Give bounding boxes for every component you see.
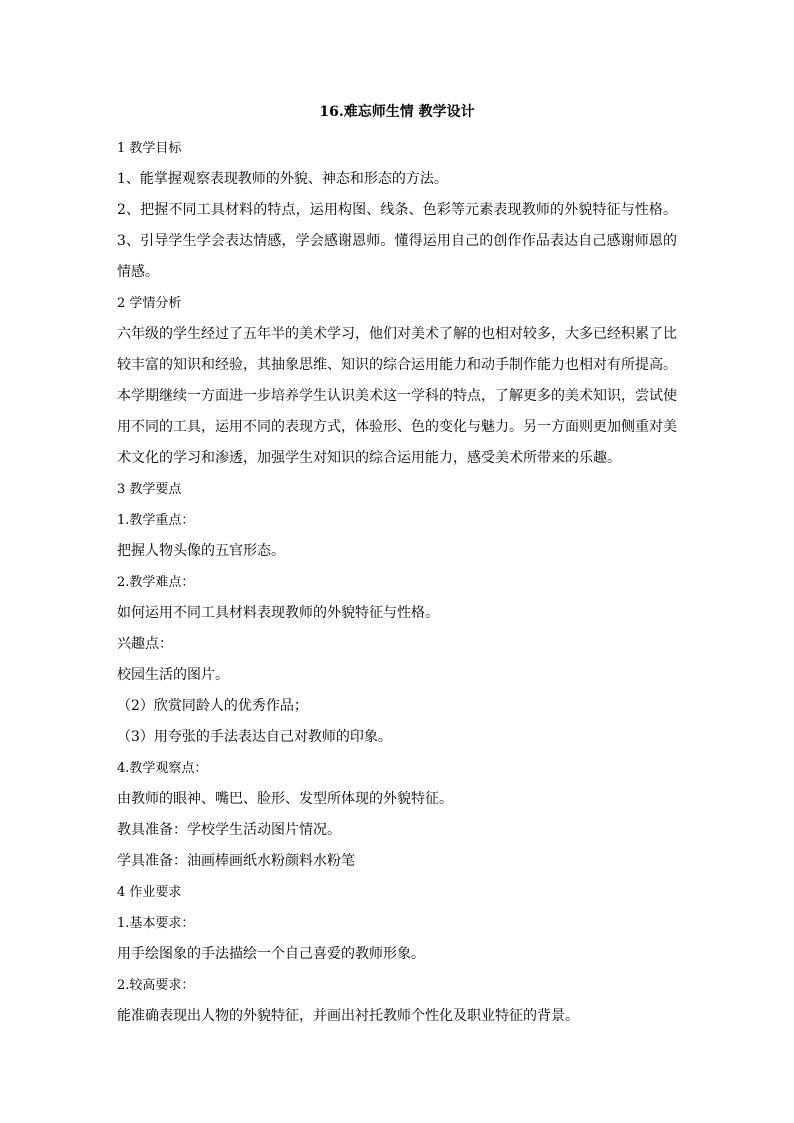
basic-requirement-text: 用手绘图象的手法描绘一个自己喜爱的教师形象。 bbox=[117, 946, 425, 962]
objective-3-continued: 情感。 bbox=[117, 264, 159, 280]
focus-text: 把握人物头像的五官形态。 bbox=[117, 543, 285, 559]
interest-item-2: （2）欣赏同龄人的优秀作品； bbox=[117, 698, 308, 714]
interest-text: 校园生活的图片。 bbox=[117, 667, 229, 683]
subheading-advanced: 2.较高要求： bbox=[117, 978, 195, 993]
section-heading-homework: 4 作业要求 bbox=[117, 885, 182, 900]
subheading-basic: 1.基本要求： bbox=[117, 916, 195, 931]
analysis-line-4: 用不同的工具，运用不同的表现方式，体验形、色的变化与魅力。另一方面则更加侧重对美 bbox=[117, 419, 677, 435]
objective-3: 3、引导学生学会表达情感，学会感谢恩师。懂得运用自己的创作作品表达自己感谢师恩的 bbox=[117, 233, 677, 249]
subheading-focus: 1.教学重点： bbox=[117, 513, 195, 528]
difficulty-text: 如何运用不同工具材料表现教师的外貌特征与性格。 bbox=[117, 605, 439, 621]
analysis-line-2: 较丰富的知识和经验，其抽象思维、知识的综合运用能力和动手制作能力也相对有所提高。 bbox=[117, 357, 677, 373]
objective-2: 2、把握不同工具材料的特点，运用构图、线条、色彩等元素表现教师的外貌特征与性格。 bbox=[117, 202, 677, 218]
document-body bbox=[117, 133, 677, 1032]
subheading-difficulty: 2.教学难点： bbox=[117, 575, 195, 590]
analysis-line-3: 本学期继续一方面进一步培养学生认识美术这一学科的特点，了解更多的美术知识，尝试使 bbox=[117, 388, 677, 404]
interest-item-3: （3）用夸张的手法表达自己对教师的印象。 bbox=[117, 729, 392, 745]
objective-1: 1、能掌握观察表现教师的外貌、神态和形态的方法。 bbox=[117, 171, 448, 187]
document-title: 16.难忘师生情 教学设计 bbox=[319, 104, 475, 120]
student-materials: 学具准备：油画棒画纸水粉颜料水粉笔 bbox=[117, 853, 355, 869]
subheading-observation: 4.教学观察点： bbox=[117, 761, 208, 776]
analysis-line-1: 六年级的学生经过了五年半的美术学习，他们对美术了解的也相对较多，大多已经积累了比 bbox=[117, 326, 677, 342]
section-heading-objectives: 1 教学目标 bbox=[117, 141, 182, 156]
section-heading-key-points: 3 教学要点 bbox=[117, 482, 182, 497]
teaching-aids: 教具准备：学校学生活动图片情况。 bbox=[117, 822, 341, 838]
subheading-interest: 兴趣点： bbox=[117, 636, 173, 652]
analysis-line-5: 术文化的学习和渗透，加强学生对知识的综合运用能力，感受美术所带来的乐趣。 bbox=[117, 450, 621, 466]
section-heading-analysis: 2 学情分析 bbox=[117, 296, 182, 311]
advanced-requirement-text: 能准确表现出人物的外貌特征，并画出衬托教师个性化及职业特征的背景。 bbox=[117, 1008, 579, 1024]
observation-text: 由教师的眼神、嘴巴、脸形、发型所体现的外貌特征。 bbox=[117, 791, 453, 807]
